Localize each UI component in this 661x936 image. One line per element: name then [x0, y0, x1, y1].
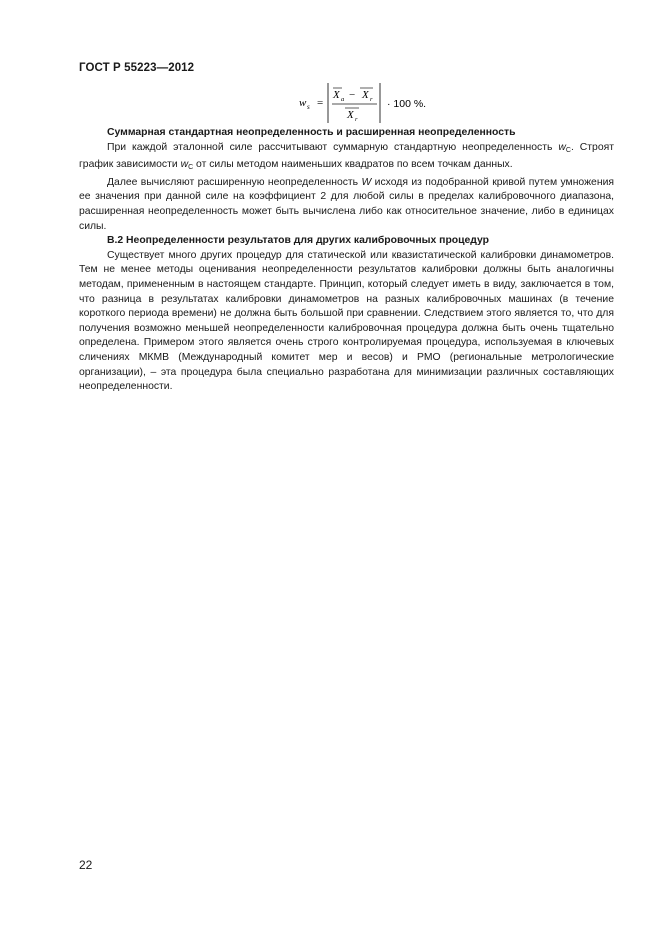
uncertainty-formula: [296, 82, 496, 124]
paragraph-combined-2: Далее вычисляют расширенную неопределенность W исходя из подобранной кривой путем умножения ее значения при данной силе на коэффициент 2 для любой силы в пределах калибровочного диапазона, расширенная неопределенность может быть вычислена либо как относительное значение, либо в единицах силы.: [79, 176, 614, 232]
formula-lhs-var: w: [299, 97, 307, 109]
page-number: 22: [79, 858, 93, 872]
formula-lhs-sub: s: [307, 103, 310, 111]
section-heading-b2: В.2 Неопределенности результатов для других калибровочных процедур: [107, 235, 490, 247]
symbol-w: w: [558, 141, 566, 153]
formula-equals: =: [317, 97, 324, 109]
paragraph-b2-1: Существует много других процедур для статической или квазистатической калибровки динамометров. Тем не менее методы оценивания неопределенности результатов калибровки должны быть аналогичны методам, примененным в настоящем стандарте. Принцип, который следует иметь в виду, заключается в том, что разница в результатах калибровки динамометров на разных калибровочных машинах (в течение короткого периода времени) не должна быть большой при сравнении. Следствием этого является то, что для получения возможно меньшей неопределенности калибровочная процедура должна быть очень тщательно определена. Примером этого является очень строго контролируемая процедура, используемая в ключевых сличениях МКМВ (Международный комитет мер и весов) и РМО (региональные метрологические организации), – эта процедура была специально разработана для минимизации различных составляющих неопределенности.: [79, 249, 614, 393]
formula-tail: · 100 %.: [387, 98, 427, 110]
formula-num-b-sub: r: [370, 96, 373, 103]
paragraph-combined-1: При каждой эталонной силе рассчитывают суммарную стандартную неопределенность $w_C$. Строят график зависимости $w_C$ от силы методом наименьших квадратов по всем точкам данных.: [79, 141, 614, 172]
formula-num-b: X: [362, 89, 369, 101]
symbol-w: w: [180, 159, 189, 171]
section-heading-combined: Суммарная стандартная неопределенность и расширенная неопределенность: [107, 127, 516, 138]
document-header: ГОСТ Р 55223—2012: [79, 62, 195, 74]
symbol-sub: C: [188, 164, 194, 172]
document-body: [79, 126, 614, 395]
formula-den: X: [347, 109, 354, 121]
symbol-sub: C: [565, 146, 571, 154]
formula-minus: −: [349, 89, 356, 101]
formula-den-sub: r: [355, 116, 358, 123]
symbol-W: W: [361, 176, 372, 188]
formula-num-a-sub: a: [341, 96, 345, 103]
formula-num-a: X: [333, 89, 340, 101]
